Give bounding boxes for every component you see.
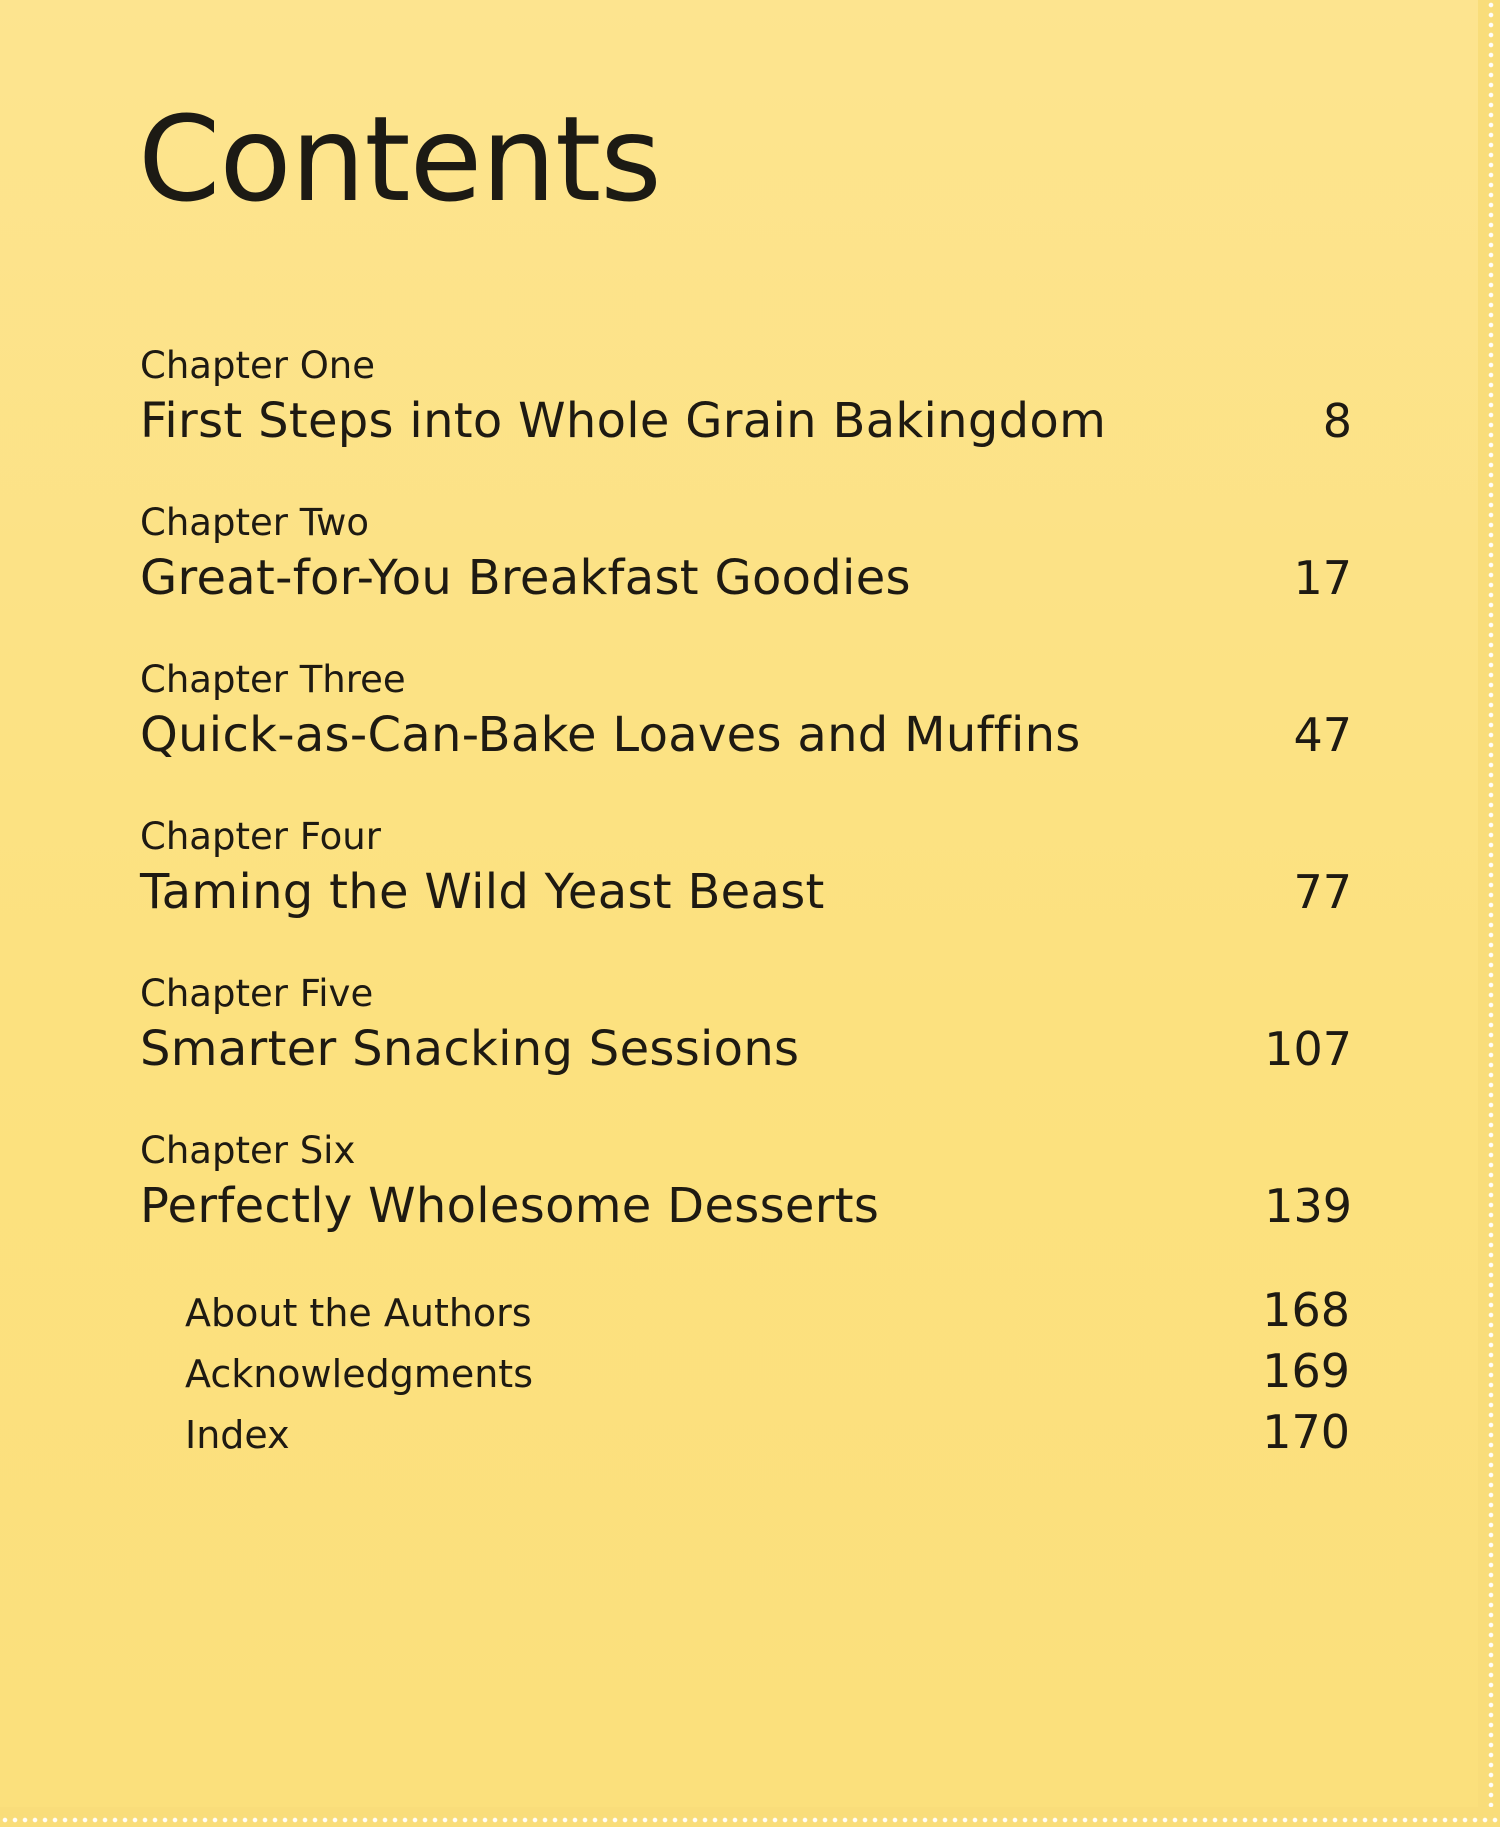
backmatter-page-number: 170 <box>1262 1405 1350 1459</box>
backmatter-entry-acknowledgments[interactable] <box>185 1341 1350 1402</box>
chapter-page-number: 8 <box>1322 394 1352 448</box>
chapter-title[interactable]: Great-for-You Breakfast Goodies <box>140 550 911 606</box>
chapter-entry-four[interactable] <box>140 814 1352 971</box>
chapter-title[interactable]: First Steps into Whole Grain Bakingdom <box>140 393 1107 449</box>
chapter-entry-six[interactable] <box>140 1128 1352 1285</box>
chapter-page-number: 139 <box>1264 1179 1352 1233</box>
chapter-title[interactable]: Smarter Snacking Sessions <box>140 1021 800 1077</box>
backmatter-page-number: 169 <box>1262 1344 1350 1398</box>
chapter-page-number: 107 <box>1264 1022 1352 1076</box>
chapter-page-number: 47 <box>1293 708 1352 762</box>
dotted-border-bottom <box>0 1807 1500 1827</box>
chapter-label: Chapter Six <box>140 1129 356 1172</box>
chapter-page-number: 17 <box>1293 551 1352 605</box>
backmatter-page-number: 168 <box>1262 1283 1350 1337</box>
chapter-page-number: 77 <box>1293 865 1352 919</box>
chapter-list <box>140 343 1352 1285</box>
chapter-entry-three[interactable] <box>140 657 1352 814</box>
chapter-entry-two[interactable] <box>140 500 1352 657</box>
backmatter-label[interactable]: Index <box>185 1413 290 1457</box>
chapter-title[interactable]: Quick-as-Can-Bake Loaves and Muffins <box>140 707 1081 763</box>
chapter-entry-one[interactable] <box>140 343 1352 500</box>
backmatter-entry-index[interactable] <box>185 1402 1350 1463</box>
backmatter-label[interactable]: Acknowledgments <box>185 1352 533 1396</box>
backmatter-label[interactable]: About the Authors <box>185 1291 532 1335</box>
chapter-title[interactable]: Perfectly Wholesome Desserts <box>140 1178 880 1234</box>
chapter-label: Chapter Three <box>140 658 406 701</box>
chapter-label: Chapter One <box>140 344 376 387</box>
page-title: Contents <box>138 90 661 228</box>
chapter-label: Chapter Two <box>140 501 370 544</box>
dotted-border-right <box>1478 0 1500 1827</box>
chapter-title[interactable]: Taming the Wild Yeast Beast <box>140 864 825 920</box>
backmatter-entry-about-authors[interactable] <box>185 1280 1350 1341</box>
backmatter-list <box>185 1280 1350 1463</box>
chapter-entry-five[interactable] <box>140 971 1352 1128</box>
chapter-label: Chapter Four <box>140 815 381 858</box>
chapter-label: Chapter Five <box>140 972 374 1015</box>
